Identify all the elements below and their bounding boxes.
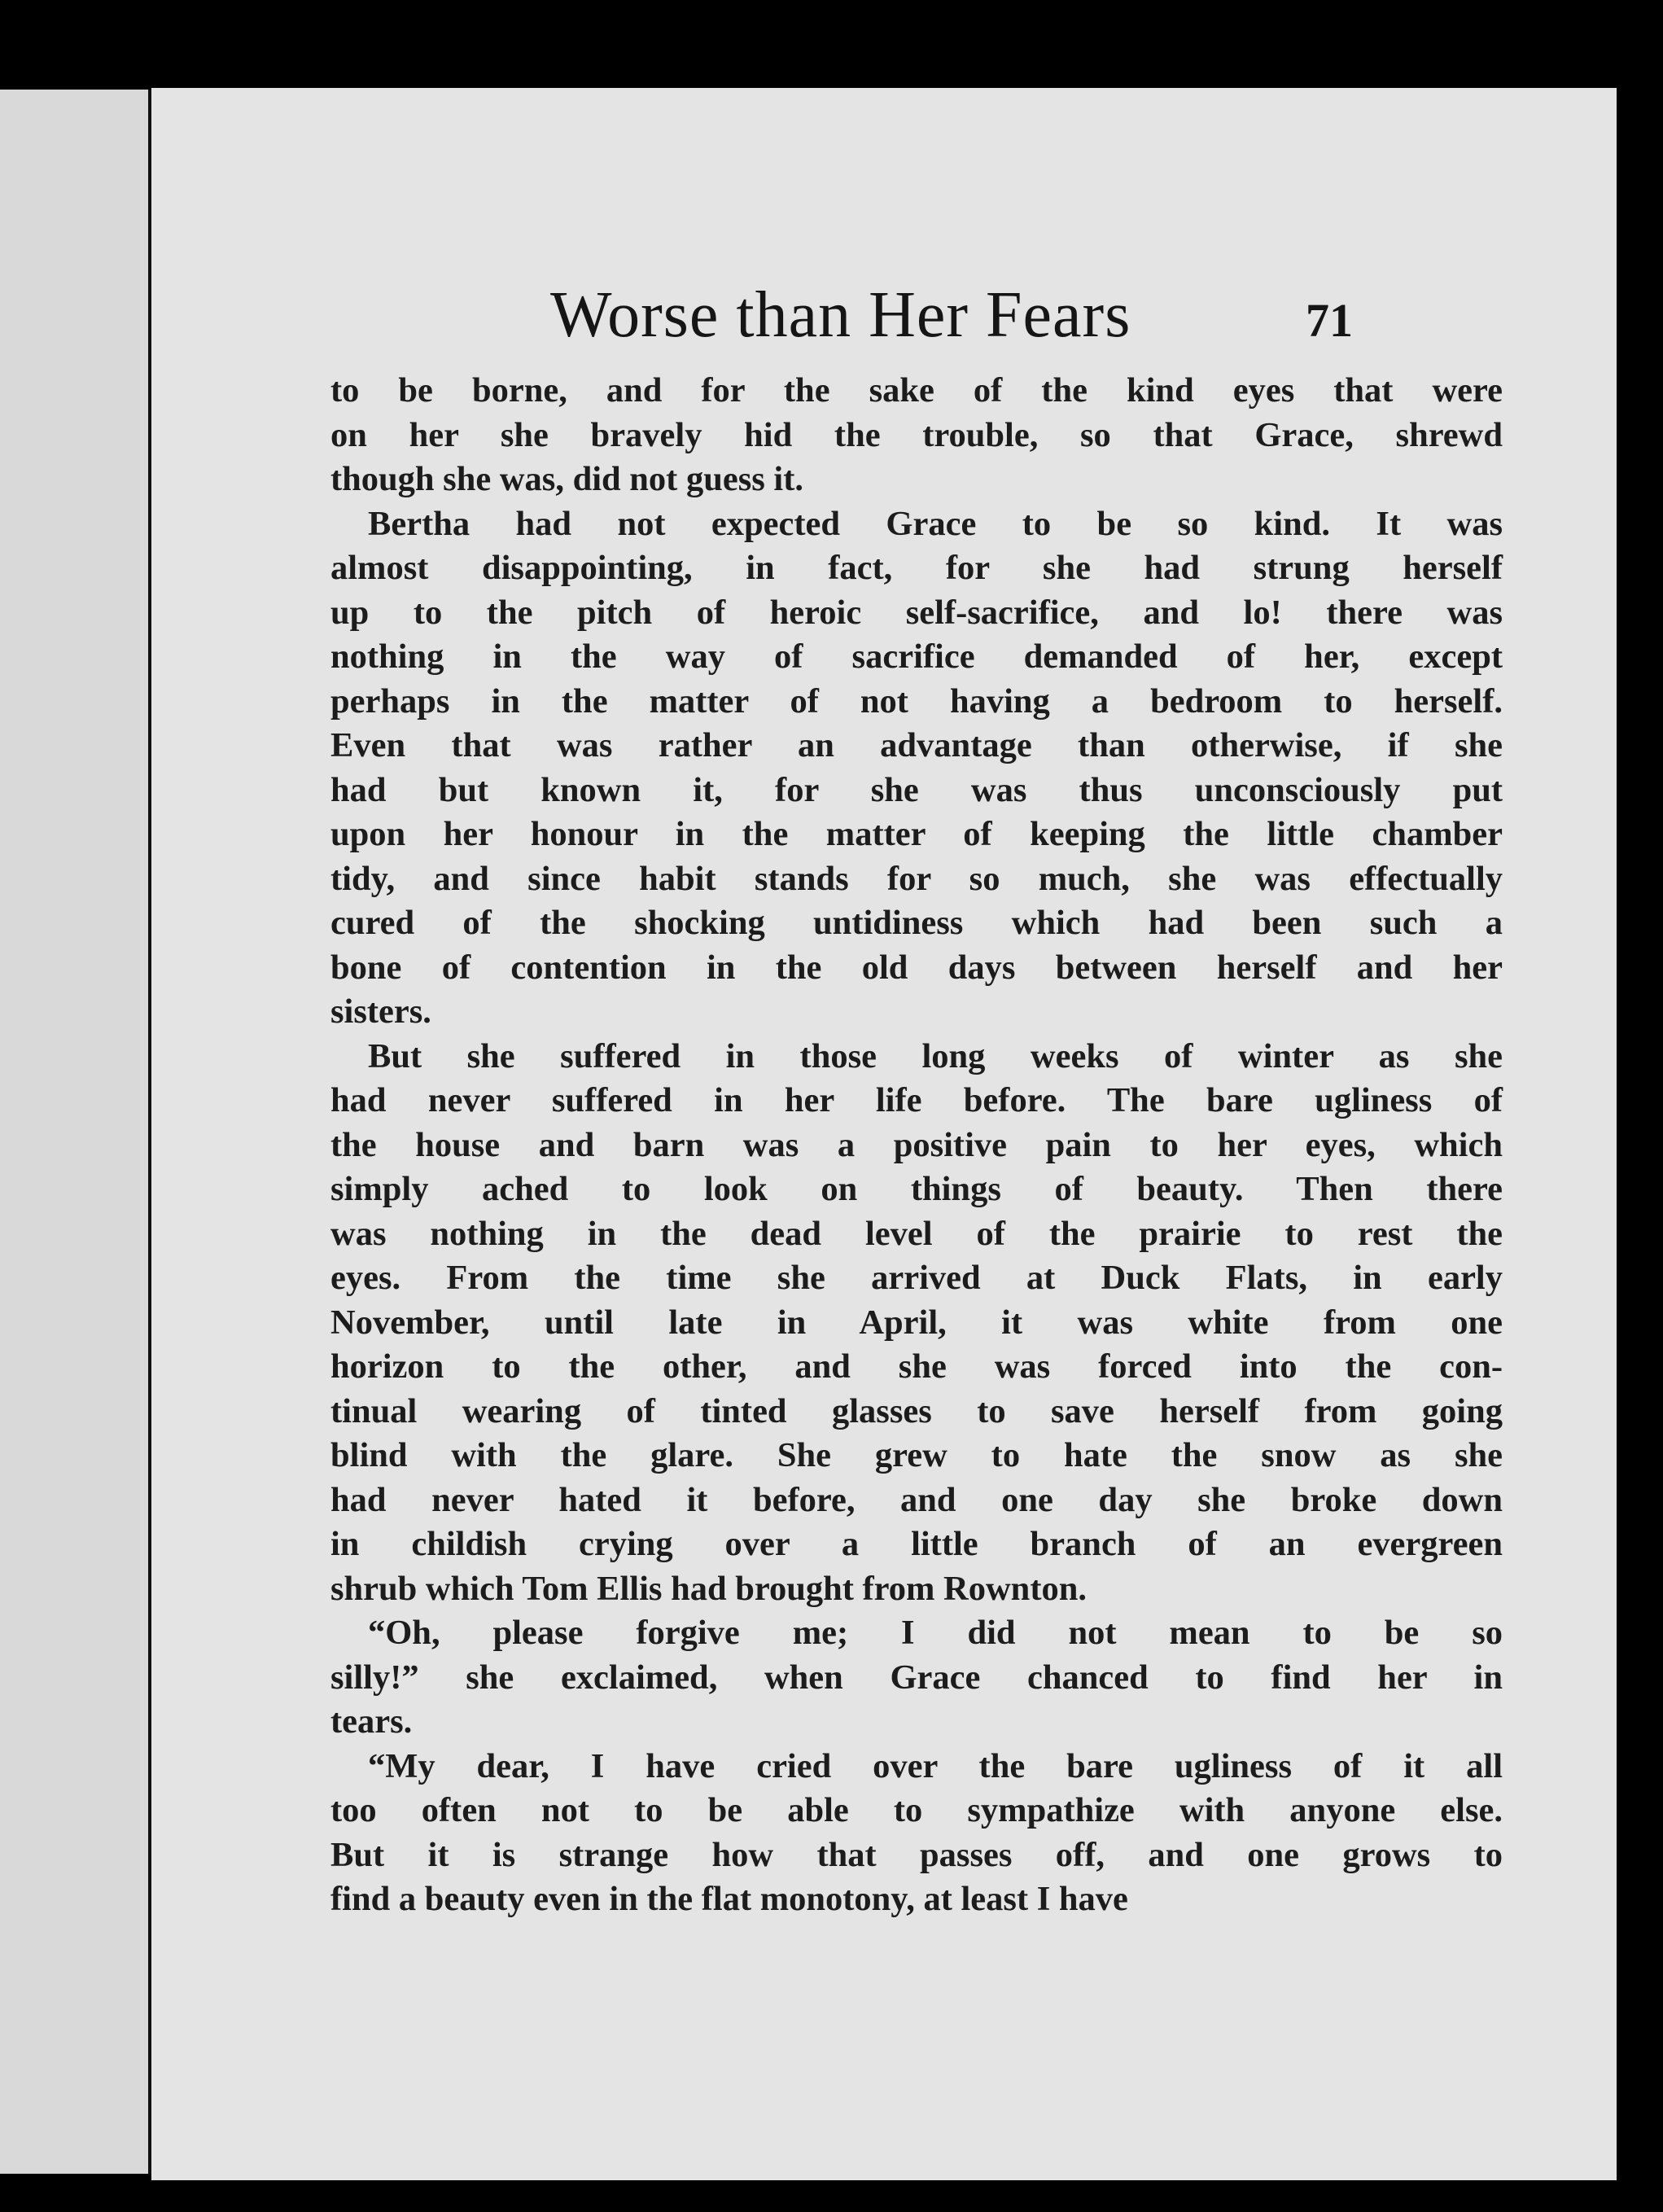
- text-line: had but known it, for she was thus unconsciously put: [330, 770, 1503, 809]
- text-line: tinual wearing of tinted glasses to save herself from going: [330, 1391, 1503, 1430]
- text-line: “Oh, please forgive me; I did not mean to be so: [368, 1614, 1503, 1652]
- text-line: But she suffered in those long weeks of winter as she: [368, 1036, 1503, 1075]
- text-line: horizon to the other, and she was forced into the con-: [330, 1347, 1503, 1386]
- text-line: shrub which Tom Ellis had brought from Rownton.: [330, 1569, 1087, 1608]
- text-line: up to the pitch of heroic self-sacrifice, and lo! there was: [330, 593, 1503, 632]
- page-number: 71: [1306, 294, 1353, 347]
- text-line: cured of the shocking untidiness which had been such a: [330, 904, 1503, 942]
- text-line: eyes. From the time she arrived at Duck Flats, in early: [330, 1259, 1503, 1297]
- text-line: find a beauty even in the flat monotony, at least I have: [330, 1880, 1128, 1918]
- text-line: November, until late in April, it was white from one: [330, 1303, 1503, 1342]
- text-line: though she was, did not guess it.: [330, 460, 803, 498]
- text-line: too often not to be able to sympathize with anyone else.: [330, 1791, 1503, 1829]
- text-line: on her she bravely hid the trouble, so that Grace, shrewd: [330, 415, 1503, 454]
- book-page: [151, 88, 1617, 2180]
- text-line: was nothing in the dead level of the prairie to rest the: [330, 1214, 1503, 1253]
- paragraph: [330, 1611, 1503, 1745]
- paragraph: [330, 369, 1503, 502]
- paragraph: [330, 1745, 1503, 1922]
- page-header: [151, 269, 1617, 358]
- text-line: Even that was rather an advantage than otherwise, if she: [330, 726, 1503, 764]
- text-line: silly!” she exclaimed, when Grace chanced to find her in: [330, 1658, 1503, 1697]
- text-line: bone of contention in the old days between herself and her: [330, 948, 1503, 987]
- text-line: had never suffered in her life before. The bare ugliness of: [330, 1081, 1503, 1119]
- text-line: had never hated it before, and one day she broke down: [330, 1480, 1503, 1519]
- text-line: the house and barn was a positive pain to her eyes, which: [330, 1125, 1503, 1164]
- text-line: tidy, and since habit stands for so much, she was effectually: [330, 859, 1503, 898]
- facing-page-edge: [0, 90, 151, 2174]
- text-line: sisters.: [330, 992, 431, 1031]
- paragraph: [330, 1035, 1503, 1612]
- text-line: in childish crying over a little branch of an evergreen: [330, 1525, 1503, 1563]
- text-line: Bertha had not expected Grace to be so kind. It was: [368, 504, 1503, 543]
- text-line: upon her honour in the matter of keeping the little chamber: [330, 815, 1503, 853]
- text-line: nothing in the way of sacrifice demanded of her, except: [330, 637, 1503, 676]
- text-line: But it is strange how that passes off, and one grows to: [330, 1835, 1503, 1874]
- running-title: Worse than Her Fears: [550, 279, 1131, 351]
- text-line: to be borne, and for the sake of the kind eyes that were: [330, 371, 1503, 410]
- text-line: “My dear, I have cried over the bare ugliness of it all: [368, 1746, 1503, 1785]
- text-line: tears.: [330, 1702, 413, 1741]
- text-line: perhaps in the matter of not having a bedroom to herself.: [330, 681, 1503, 721]
- text-line: almost disappointing, in fact, for she had strung herself: [330, 549, 1503, 587]
- text-line: blind with the glare. She grew to hate the snow as she: [330, 1436, 1503, 1474]
- body-text: [330, 369, 1503, 1922]
- paragraph: [330, 502, 1503, 1035]
- text-line: simply ached to look on things of beauty. Then there: [330, 1170, 1503, 1208]
